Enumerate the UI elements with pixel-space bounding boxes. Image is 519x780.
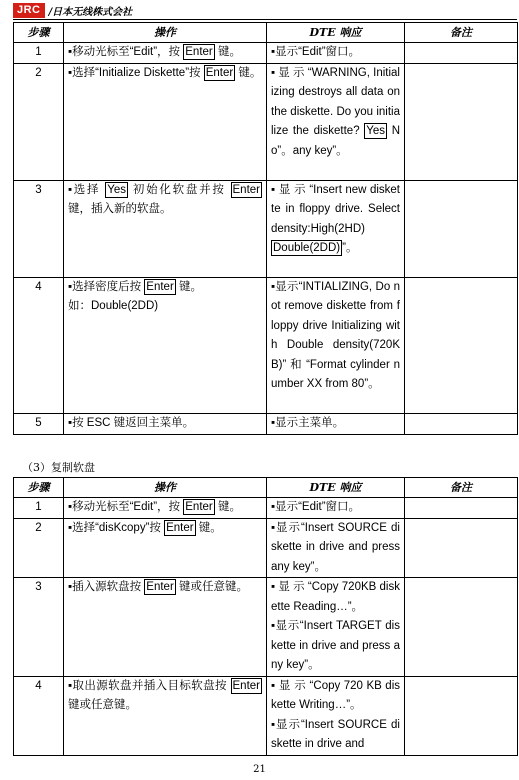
step-number: 3 — [14, 578, 64, 677]
remarks-cell — [405, 414, 518, 435]
text: ▪取出源软盘并插入目标软盘按 — [68, 679, 231, 692]
text: 键。 — [195, 521, 222, 534]
jrc-logo: JRC — [13, 3, 45, 18]
operation-cell — [64, 63, 267, 180]
remarks-cell — [405, 180, 518, 277]
remarks-cell — [405, 277, 518, 414]
table-row — [14, 63, 518, 180]
key-enter-icon: Enter — [232, 679, 260, 692]
step-number: 2 — [14, 63, 64, 180]
operation-cell — [64, 498, 267, 519]
response-line — [271, 498, 400, 518]
key-enter-icon: Enter — [185, 501, 213, 513]
section-title: （3）复制软盘 — [22, 461, 95, 474]
response-line — [271, 43, 400, 63]
text: 键。 — [235, 66, 262, 79]
remarks-cell — [405, 578, 518, 677]
page-header — [13, 2, 132, 19]
key-enter-icon: Enter — [232, 183, 260, 196]
column-header: 操作 — [64, 478, 267, 498]
table-row — [14, 414, 518, 435]
text: ▪显示“Insert TARGET diskette in drive and press any key”。 — [271, 620, 400, 671]
text: ”。 — [342, 242, 358, 254]
remarks-cell — [405, 498, 518, 519]
step-number: 5 — [14, 414, 64, 435]
response-line — [271, 278, 400, 395]
response-line — [271, 519, 400, 578]
text: ▪ 显 示 “Copy 720 KB diskette Writing…”。 — [271, 679, 400, 711]
step-number: 1 — [14, 498, 64, 519]
text: 键。 — [214, 501, 241, 513]
table-row — [14, 676, 518, 755]
table-row — [14, 43, 518, 64]
copy-diskette-table — [13, 477, 518, 756]
table-row — [14, 180, 518, 277]
text: 键或任意键。 — [68, 699, 137, 711]
dte-response-cell — [267, 518, 405, 578]
text: ▪ 显 示 “WARNING, Initializing destroys all data on the diskette. Do you initialize the diskette? — [271, 66, 400, 137]
text: 键。 — [214, 46, 241, 58]
column-header: 操作 — [64, 23, 267, 43]
step-number: 1 — [14, 43, 64, 64]
header-row — [14, 23, 518, 43]
text: ▪显示“Insert SOURCE diskette in drive and — [271, 718, 400, 750]
text: 初始化软盘并按 — [127, 183, 231, 196]
table-row — [14, 518, 518, 578]
initialize-diskette-table — [13, 22, 518, 435]
response-line — [271, 578, 400, 617]
dte-response-cell — [267, 414, 405, 435]
page-number: 21 — [253, 764, 266, 775]
key-double-2dd--icon: Double(2DD) — [273, 242, 341, 254]
column-header: DTE 响应 — [267, 478, 405, 498]
text: ▪ 显 示 “Copy 720KB diskette Reading…”。 — [271, 581, 400, 613]
key-yes-icon: Yes — [107, 183, 126, 196]
text: No”。any key”。 — [271, 125, 400, 157]
dte-response-cell — [267, 277, 405, 414]
text: 键或任意键。 — [175, 581, 248, 593]
step-number: 4 — [14, 277, 64, 414]
response-line — [271, 716, 400, 755]
column-header: 步骤 — [14, 23, 64, 43]
table-row — [14, 578, 518, 677]
column-header: 步骤 — [14, 478, 64, 498]
response-line — [271, 617, 400, 676]
operation-cell — [64, 180, 267, 277]
table-row — [14, 498, 518, 519]
remarks-cell — [405, 63, 518, 180]
text: ▪显示“INTIALIZING, Do not remove diskette from floppy drive Initializing with Double density(720KB)” 和 “Format cylinder number XX from 80”。 — [271, 280, 400, 390]
text: ▪ 显 示 “Insert new diskette in floppy drive. Select density:High(2HD) — [271, 183, 400, 235]
operation-cell — [64, 676, 267, 755]
text: ▪按 ESC 键返回主菜单。 — [68, 417, 195, 429]
dte-response-cell — [267, 63, 405, 180]
header-rule — [13, 19, 517, 20]
text: ▪选择密度后按 — [68, 280, 145, 293]
operation-cell — [64, 277, 267, 414]
text: ▪移动光标至“Edit”，按 — [68, 501, 184, 513]
remarks-cell — [405, 43, 518, 64]
column-header: 备注 — [405, 23, 518, 43]
step-number: 3 — [14, 180, 64, 277]
operation-cell — [64, 518, 267, 578]
operation-cell — [64, 43, 267, 64]
response-line — [271, 64, 400, 162]
text: ▪插入源软盘按 — [68, 581, 145, 593]
text: ▪选择“Initialize Diskette”按 — [68, 66, 204, 79]
key-enter-icon: Enter — [205, 66, 234, 79]
response-line — [271, 414, 400, 434]
text: 键，插入新的软盘。 — [68, 203, 172, 215]
column-header: DTE 响应 — [267, 23, 405, 43]
header-row — [14, 478, 518, 498]
operation-cell — [64, 578, 267, 677]
text: ▪显示“Edit”窗口。 — [271, 501, 361, 513]
remarks-cell — [405, 676, 518, 755]
dte-response-cell — [267, 676, 405, 755]
text: ▪选择“disKcopy”按 — [68, 521, 165, 534]
dte-response-cell — [267, 180, 405, 277]
table-row — [14, 277, 518, 414]
operation-cell — [64, 414, 267, 435]
text: ▪移动光标至“Edit”，按 — [68, 46, 184, 58]
dte-response-cell — [267, 578, 405, 677]
key-yes-icon: Yes — [366, 125, 386, 137]
step-number: 2 — [14, 518, 64, 578]
column-header: 备注 — [405, 478, 518, 498]
dte-response-cell — [267, 43, 405, 64]
remarks-cell — [405, 518, 518, 578]
text: 键。 — [175, 280, 202, 293]
text: ▪显示“Edit”窗口。 — [271, 46, 361, 58]
text: ▪显示主菜单。 — [271, 417, 345, 429]
key-enter-icon: Enter — [146, 581, 174, 593]
key-enter-icon: Enter — [185, 46, 213, 58]
company-name: /日本无线株式会社 — [48, 7, 133, 18]
text: ▪选择 — [68, 183, 106, 196]
text: 如：Double(2DD) — [68, 300, 159, 312]
step-number: 4 — [14, 676, 64, 755]
key-enter-icon: Enter — [166, 521, 194, 534]
key-enter-icon: Enter — [146, 280, 174, 293]
dte-response-cell — [267, 498, 405, 519]
response-line — [271, 181, 400, 259]
response-line — [271, 677, 400, 716]
text: ▪显示“Insert SOURCE diskette in drive and press any key”。 — [271, 521, 400, 573]
